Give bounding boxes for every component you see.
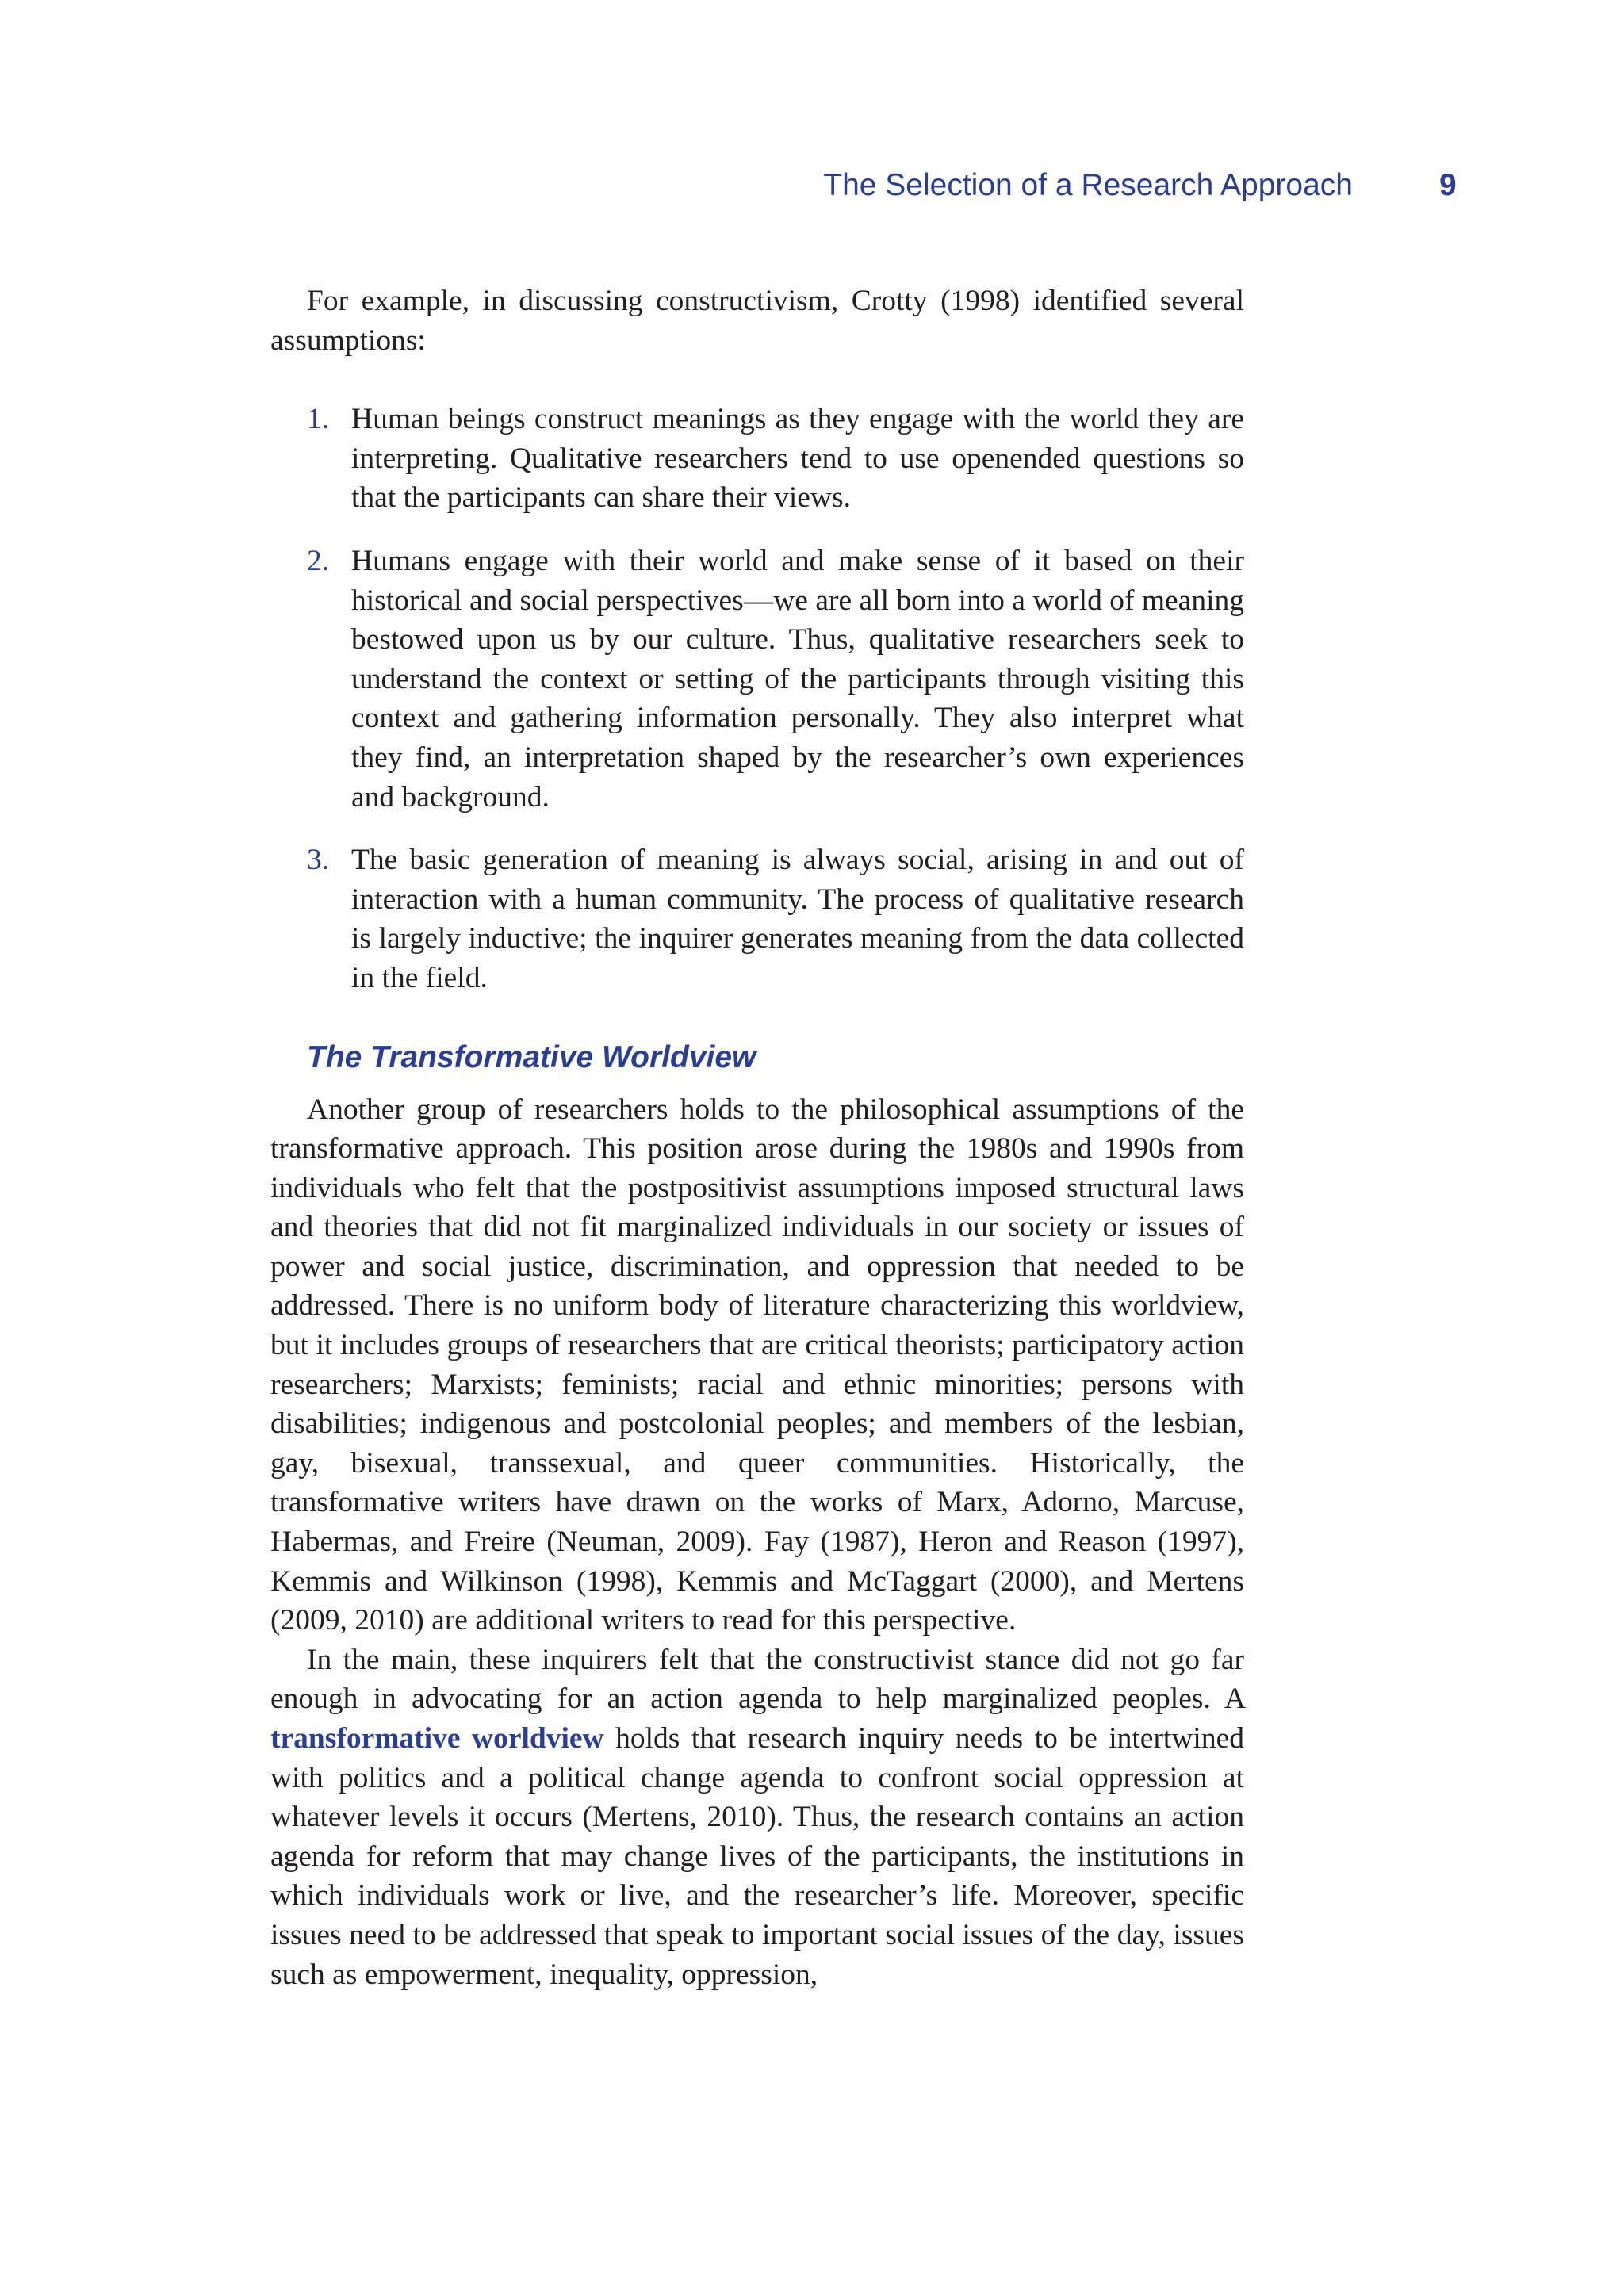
list-item-text: Human beings construct meanings as they engage with the world they are interpreting. Qualitative researchers tend to use openended questions so that the participants can share their views. [351,403,1244,515]
list-item [270,840,1244,997]
transformative-paragraph-1: Another group of researchers holds to the philosophical assumptions of the transformative approach. This position arose during the 1980s and 1990s from individuals who felt that the postpositivist assumptions imposed structural laws and theories that did not fit marginalized individuals in our society or issues of power and social justice, discrimination, and oppression that needed to be addressed. There is no uniform body of literature characterizing this worldview, but it includes groups of researchers that are critical theorists; participatory action researchers; Marxists; feminists; racial and ethnic minorities; persons with disabilities; indigenous and postcolonial peoples; and members of the lesbian, gay, bisexual, transsexual, and queer communities. Historically, the transformative writers have drawn on the works of Marx, Adorno, Marcuse, Habermas, and Freire (Neuman, 2009). Fay (1987), Heron and Reason (1997), Kemmis and Wilkinson (1998), Kemmis and McTaggart (2000), and Mertens (2009, 2010) are additional writers to read for this perspective. [270,1093,1244,1637]
list-item [270,542,1244,817]
section-heading: The Transformative Worldview [307,1039,756,1074]
assumption-list [270,400,1244,997]
list-item-text: Humans engage with their world and make sense of it based on their historical and social perspectives—we are all born into a world of meaning bestowed upon us by our culture. Thus, qualitative researchers seek to understand the context or setting of the participants through visiting this context and gathering information personally. They also interpret what they find, an interpretation shaped by the researcher’s own experiences and background. [351,544,1244,814]
intro-paragraph: For example, in discussing constructivism, Crotty (1998) identified several assumptions: [270,285,1244,357]
list-item [270,400,1244,518]
list-item-number: 2. [307,544,330,577]
page-number: 9 [1439,168,1457,202]
body-text [270,281,1244,1994]
running-title: The Selection of a Research Approach [823,168,1353,202]
list-item-number: 3. [307,844,330,877]
list-item-number: 1. [307,403,330,436]
running-head [0,168,1624,216]
paragraph-text: holds that research inquiry needs to be intertwined with politics and a political change agenda to confront social oppression at whatever levels it occurs (Mertens, 2010). Thus, the research contains an action agenda for reform that may change lives of the participants, the institutions in which individuals work or live, and the researcher’s life. Moreover, specific issues need to be addressed that speak to important social issues of the day, issues such as empowerment, inequality, oppression, [270,1722,1244,1991]
paragraph-text: In the main, these inquirers felt that the constructivist stance did not go far enough in advocating for an action agenda to help marginalized peoples. A [270,1643,1244,1716]
list-item-text: The basic generation of meaning is always social, arising in and out of interaction with a human community. The process of qualitative research is largely inductive; the inquirer generates meaning from the data collected in the field. [351,844,1244,994]
key-term: transformative worldview [270,1722,604,1755]
transformative-paragraph-2 [270,1640,1244,1994]
